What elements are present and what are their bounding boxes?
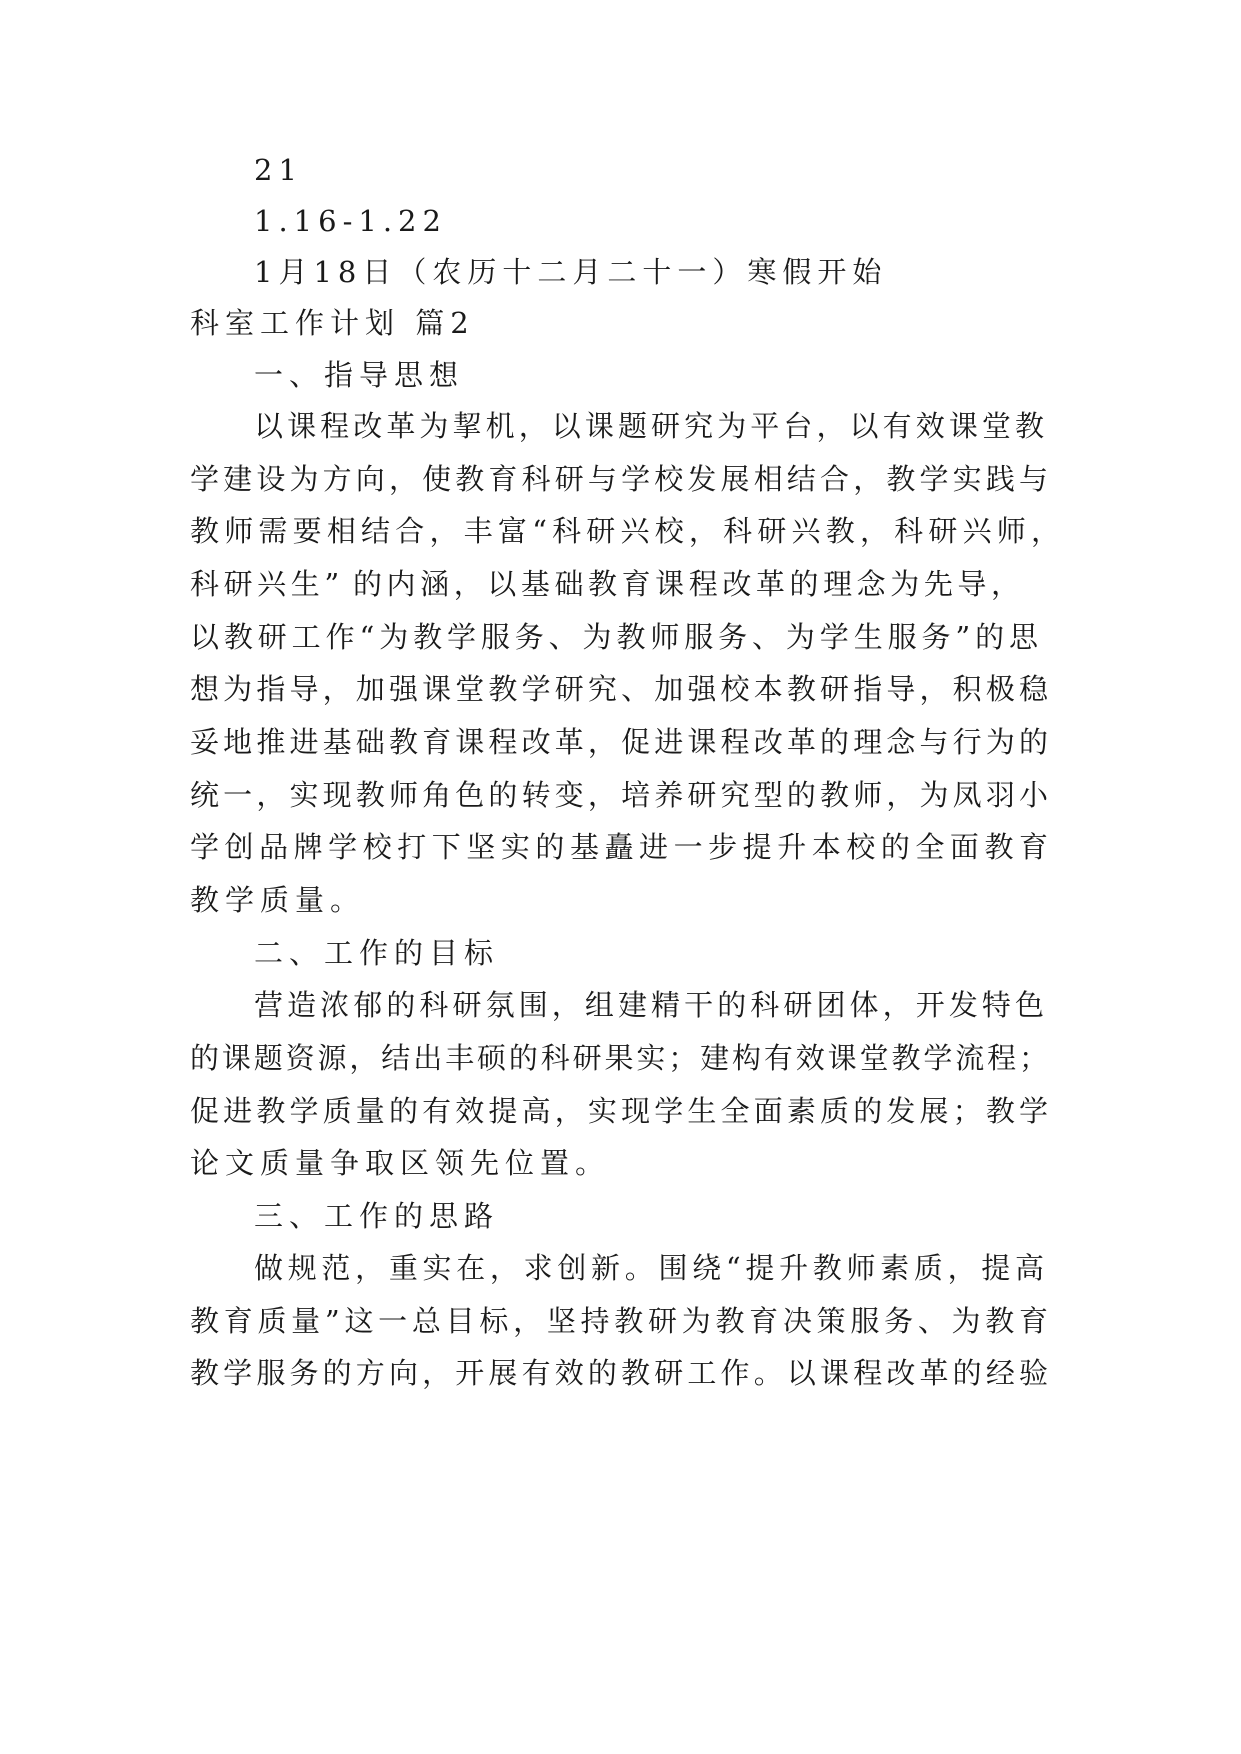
subheading: 一、指导思想	[254, 358, 465, 392]
paragraph-line: 统一，实现教师角色的转变，培养研究型的教师，为凤羽小	[190, 778, 1048, 812]
paragraph-line: 营造浓郁的科研氛围，组建精干的科研团体，开发特色	[254, 988, 1044, 1022]
paragraph-line: 想为指导，加强课堂教学研究、加强校本教研指导，积极稳	[190, 672, 1048, 706]
paragraph-line: 以课程改革为挈机，以课题研究为平台，以有效课堂教	[254, 409, 1044, 443]
paragraph-line: 以教研工作“为教学服务、为教师服务、为学生服务”的思	[190, 620, 1038, 654]
paragraph-line: 教师需要相结合，丰富“科研兴校，科研兴教，科研兴师，	[190, 514, 1060, 548]
subheading: 三、工作的思路	[254, 1199, 500, 1233]
paragraph-line: 学建设为方向，使教育科研与学校发展相结合，教学实践与	[190, 462, 1048, 496]
paragraph-line: 做规范，重实在，求创新。围绕“提升教师素质，提高	[254, 1251, 1044, 1285]
paragraph-line: 教育质量”这一总目标，坚持教研为教育决策服务、为教育	[190, 1304, 1048, 1338]
section-heading: 科室工作计划 篇2	[190, 306, 475, 340]
paragraph-line: 学创品牌学校打下坚实的基矗进一步提升本校的全面教育	[190, 830, 1048, 864]
paragraph-line: 教学质量。	[190, 883, 366, 917]
text-line: 1月18日（农历十二月二十一）寒假开始	[254, 255, 888, 289]
paragraph-line: 促进教学质量的有效提高，实现学生全面素质的发展；教学	[190, 1094, 1048, 1128]
text-line: 21	[254, 153, 303, 187]
paragraph-line: 妥地推进基础教育课程改革，促进课程改革的理念与行为的	[190, 725, 1048, 759]
paragraph-line: 科研兴生” 的内涵，以基础教育课程改革的理念为先导，	[190, 567, 1020, 601]
paragraph-line: 的课题资源，结出丰硕的科研果实；建构有效课堂教学流程；	[190, 1041, 1048, 1075]
paragraph-line: 论文质量争取区领先位置。	[190, 1146, 611, 1180]
paragraph-line: 教学服务的方向，开展有效的教研工作。以课程改革的经验	[190, 1356, 1048, 1390]
text-line: 1.16-1.22	[254, 204, 447, 238]
subheading: 二、工作的目标	[254, 936, 500, 970]
